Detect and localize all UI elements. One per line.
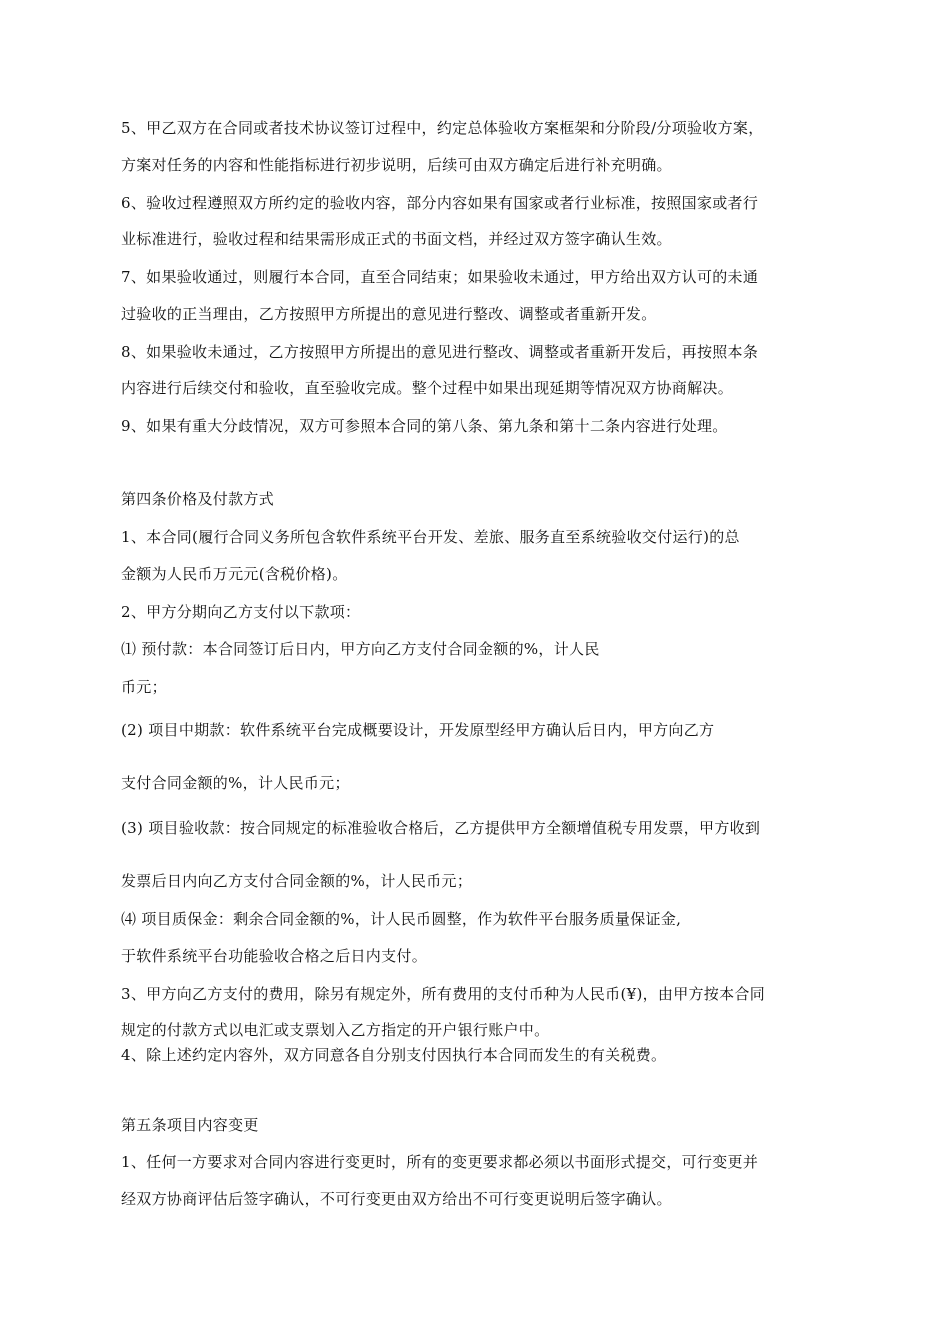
section-4-line-11: 于软件系统平台功能验收合格之后日内支付。	[121, 947, 428, 965]
clause-7-line-1: 7、如果验收通过，则履行本合同，直至合同结束；如果验收未通过，甲方给出双方认可的未通	[121, 268, 759, 286]
clause-9-line-1: 9、如果有重大分歧情况，双方可参照本合同的第八条、第九条和第十二条内容进行处理。	[121, 417, 728, 435]
section-4-line-6: (2) 项目中期款：软件系统平台完成概要设计，开发原型经甲方确认后日内，甲方向乙方	[121, 721, 715, 739]
section-5-heading: 第五条项目内容变更	[121, 1116, 259, 1134]
section-4-line-9: 发票后日内向乙方支付合同金额的%，计人民币元；	[121, 872, 473, 890]
clause-6-line-2: 业标准进行，验收过程和结果需形成正式的书面文档，并经过双方签字确认生效。	[121, 230, 672, 248]
section-4-line-3: 2、甲方分期向乙方支付以下款项：	[121, 603, 361, 621]
clause-8-line-1: 8、如果验收未通过，乙方按照甲方所提出的意见进行整改、调整或者重新开发后，再按照本条	[121, 343, 759, 361]
clause-8-line-2: 内容进行后续交付和验收，直至验收完成。整个过程中如果出现延期等情况双方协商解决。	[121, 379, 734, 397]
section-5-line-2: 经双方协商评估后签字确认，不可行变更由双方给出不可行变更说明后签字确认。	[121, 1190, 672, 1208]
clause-7-line-2: 过验收的正当理由，乙方按照甲方所提出的意见进行整改、调整或者重新开发。	[121, 305, 657, 323]
section-4-line-2: 金额为人民币万元元(含税价格)。	[121, 565, 348, 583]
section-4-line-1: 1、本合同(履行合同义务所包含软件系统平台开发、差旅、服务直至系统验收交付运行)的总	[121, 528, 740, 546]
section-4-line-14: 4、除上述约定内容外，双方同意各自分别支付因执行本合同而发生的有关税费。	[121, 1046, 667, 1064]
section-4-line-5: 币元；	[121, 678, 167, 696]
clause-5-line-2: 方案对任务的内容和性能指标进行初步说明，后续可由双方确定后进行补充明确。	[121, 156, 672, 174]
clause-6-line-1: 6、验收过程遵照双方所约定的验收内容，部分内容如果有国家或者行业标准，按照国家或者行	[121, 194, 759, 212]
section-5-line-1: 1、任何一方要求对合同内容进行变更时，所有的变更要求都必须以书面形式提交，可行变更并	[121, 1153, 759, 1171]
section-4-line-7: 支付合同金额的%，计人民币元；	[121, 774, 350, 792]
section-4-line-12: 3、甲方向乙方支付的费用，除另有规定外，所有费用的支付币种为人民币(¥)，由甲方按本合同	[121, 985, 765, 1003]
section-4-line-10: ⑷ 项目质保金：剩余合同金额的%，计人民币圆整，作为软件平台服务质量保证金,	[121, 910, 682, 928]
section-4-line-13: 规定的付款方式以电汇或支票划入乙方指定的开户银行账户中。	[121, 1021, 550, 1039]
section-4-line-8: (3) 项目验收款：按合同规定的标准验收合格后，乙方提供甲方全额增值税专用发票，甲方收到	[121, 819, 761, 837]
section-4-heading: 第四条价格及付款方式	[121, 490, 275, 508]
clause-5-line-1: 5、甲乙双方在合同或者技术协议签订过程中，约定总体验收方案框架和分阶段/分项验收方案，	[121, 119, 764, 137]
section-4-line-4: ⑴ 预付款：本合同签订后日内，甲方向乙方支付合同金额的%，计人民	[121, 640, 600, 658]
